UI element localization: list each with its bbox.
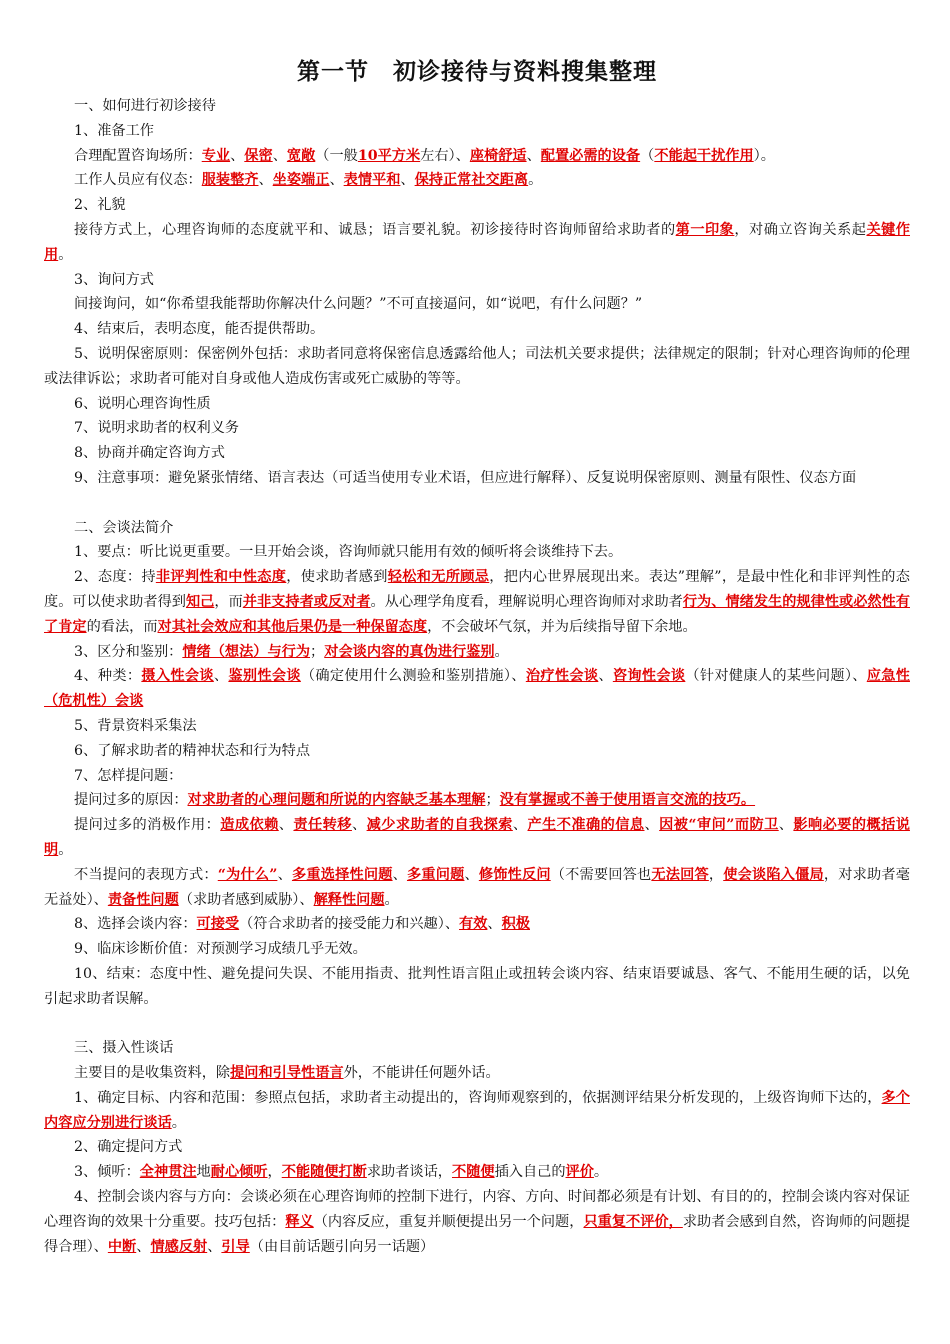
key-term: 不随便 xyxy=(452,1164,495,1181)
key-term: 座椅舒适 xyxy=(469,147,527,164)
text-run: 接待方式上，心理咨询师的态度就平和、诚恳；语言要礼貌。初诊接待时咨询师留给求助者的 xyxy=(74,221,676,238)
key-term: 无法回答 xyxy=(651,866,709,883)
text-run: ， xyxy=(708,866,724,883)
text-run: 间接询问，如“你希望我能帮助你解决什么问题？”不可直接逼问，如“说吧，有什么问题？” xyxy=(74,296,643,313)
text-run: 、 xyxy=(598,668,613,685)
text-run: 、 xyxy=(526,147,541,164)
key-term: 释义 xyxy=(285,1213,314,1230)
text-run: 5、说明保密原则：保密例外包括：求助者同意将保密信息透露给他人；司法机关要求提供；法律规定的限制；针对心理咨询师的伦理或法律诉讼；求助者可能对自身或他人造成伤害或死亡威胁的等等。 xyxy=(44,345,910,387)
text-run: 5、背景资料采集法 xyxy=(74,717,197,734)
text-run: 1、确定目标、内容和范围：参照点包括，求助者主动提出的，咨询师观察到的，依据测评结果分析发现的，上级咨询师下达的， xyxy=(74,1089,882,1106)
key-term: 有效 xyxy=(459,916,488,933)
key-term: 没有掌握或不善于使用语言交流的技巧。 xyxy=(499,792,756,809)
paragraph xyxy=(44,1135,910,1160)
key-term: 多个内容应分别进行谈话 xyxy=(44,1089,910,1131)
text-run: 插入自己的 xyxy=(494,1164,566,1181)
paragraph xyxy=(44,218,910,268)
paragraph xyxy=(44,292,910,317)
key-term: 全神贯注 xyxy=(139,1164,197,1181)
paragraph xyxy=(44,441,910,466)
text-run: ，对确立咨询关系起 xyxy=(734,221,867,238)
text-run: 2、态度：持 xyxy=(74,569,156,586)
key-term: 多重问题 xyxy=(406,866,465,883)
text-run: （由目前话题引向另一话题） xyxy=(249,1238,435,1255)
text-run: 求助者会感到自然，咨询师的问题提得合理）、 xyxy=(44,1213,910,1255)
key-term: 对其社会效应和其他后果仍是一种保留态度 xyxy=(157,618,428,635)
text-run: ， xyxy=(267,1164,282,1181)
key-term: 引导 xyxy=(221,1238,250,1255)
key-term: 评价 xyxy=(565,1164,594,1181)
key-term: 不能随便打断 xyxy=(281,1164,367,1181)
text-run: 1、准备工作 xyxy=(74,122,154,139)
text-run: 。 xyxy=(58,246,73,263)
key-term: 坐姿端正 xyxy=(272,172,330,189)
text-run: 二、会谈法简介 xyxy=(74,519,174,536)
key-term: 中断 xyxy=(107,1238,137,1255)
paragraph xyxy=(44,813,910,863)
text-run: 一、如何进行初诊接待 xyxy=(74,98,216,114)
key-term: 对会谈内容的真伪进行鉴别 xyxy=(324,643,495,660)
text-run: （求助者感到威胁）、 xyxy=(178,891,314,908)
paragraph xyxy=(44,466,910,491)
key-term: 治疗性会谈 xyxy=(525,668,599,685)
key-term: 使会谈陷入僵局 xyxy=(723,866,824,883)
paragraph xyxy=(44,714,910,739)
paragraph xyxy=(44,516,910,541)
text-run: 。 xyxy=(494,643,509,660)
key-term: 咨询性会谈 xyxy=(612,668,686,685)
key-term: 鉴别性会谈 xyxy=(228,668,301,685)
text-run: 4、控制会谈内容与方向：会谈必须在心理咨询师的控制下进行，内容、方向、时间都必须是有计划、有目的的，控制会谈内容对保证心理咨询的效果十分重要。技巧包括： xyxy=(44,1189,910,1230)
paragraph xyxy=(44,342,910,392)
text-run: 、 xyxy=(644,817,660,834)
key-term: 配置必需的设备 xyxy=(540,147,641,164)
key-term: 可接受 xyxy=(196,916,240,933)
key-term: 只重复不评价， xyxy=(583,1213,683,1230)
text-run: 、 xyxy=(207,1238,222,1255)
paragraph xyxy=(44,1061,910,1086)
text-run: 外，不能讲任何题外话。 xyxy=(343,1065,500,1082)
paragraph xyxy=(44,268,910,293)
paragraph xyxy=(44,119,910,144)
key-term: 耐心倾听 xyxy=(210,1164,268,1181)
paragraph xyxy=(44,540,910,565)
text-run: 。 xyxy=(58,841,73,858)
text-run: 。 xyxy=(528,172,543,189)
text-run: 1、要点：听比说更重要。一旦开始会谈，咨询师就只能用有效的倾听将会谈维持下去。 xyxy=(74,544,623,561)
text-run: （内容反应，重复并顺便提出另一个问题， xyxy=(313,1213,584,1230)
key-term: 因被“审问”而防卫 xyxy=(659,817,779,834)
text-run: 合理配置咨询场所： xyxy=(74,147,202,164)
key-term: 非评判性和中性态度 xyxy=(155,569,287,586)
key-term: 专业 xyxy=(201,147,231,164)
text-run: 4、结束后，表明态度，能否提供帮助。 xyxy=(74,321,325,338)
paragraph xyxy=(44,1086,910,1136)
paragraph xyxy=(44,317,910,342)
text-run: 。 xyxy=(171,1114,186,1131)
text-run: 、 xyxy=(278,817,294,834)
text-run: 主要目的是收集资料，除 xyxy=(74,1065,231,1082)
key-term: 轻松和无所顾忌 xyxy=(387,569,490,586)
document-body xyxy=(44,94,910,1259)
text-run: （针对健康人的某些问题）、 xyxy=(685,668,867,685)
text-run: 、 xyxy=(778,817,794,834)
text-run: （ xyxy=(640,147,655,164)
key-term: 修饰性反问 xyxy=(478,866,551,883)
text-run: 左右）、 xyxy=(420,147,470,164)
paragraph xyxy=(44,1036,910,1061)
text-run: ，对求助者毫无益处）、 xyxy=(44,866,910,908)
key-term: 积极 xyxy=(501,916,530,933)
text-run: ）。 xyxy=(753,147,775,164)
key-term: 第一印象 xyxy=(675,221,735,238)
key-term: 表情平和 xyxy=(343,172,401,189)
paragraph xyxy=(44,664,910,714)
text-run: 提问过多的原因： xyxy=(74,792,188,809)
text-run: 3、倾听： xyxy=(74,1164,140,1181)
text-run: 、 xyxy=(136,1238,151,1255)
text-run: 、 xyxy=(329,172,344,189)
text-run: 、 xyxy=(272,147,287,164)
key-term: 并非支持者或反对者 xyxy=(242,593,371,610)
key-term: 情绪（想法）与行为 xyxy=(182,643,311,660)
paragraph xyxy=(44,788,910,813)
key-term: 关键作用 xyxy=(44,221,910,263)
key-term: 情感反射 xyxy=(150,1238,208,1255)
text-run: （不需要回答也 xyxy=(550,866,652,883)
text-run: 、 xyxy=(230,147,245,164)
text-run: 9、临床诊断价值：对预测学习成绩几乎无效。 xyxy=(74,941,367,958)
text-run: ，而 xyxy=(214,593,243,610)
text-run: 8、选择会谈内容： xyxy=(74,916,197,933)
text-run: 、 xyxy=(392,866,407,883)
text-run: 2、礼貌 xyxy=(74,197,126,214)
text-run: 4、种类： xyxy=(74,668,142,685)
text-run: ，把内心世界展现出来。表达”理解”，是最中性化和非评判性的态度。可以使求助者得到 xyxy=(44,569,910,610)
text-run: 、 xyxy=(213,668,229,685)
text-run: 工作人员应有仪态： xyxy=(74,172,202,189)
paragraph xyxy=(44,1160,910,1185)
key-term: 宽敞 xyxy=(286,147,316,164)
paragraph xyxy=(44,144,910,169)
key-term: 保持正常社交距离 xyxy=(414,172,529,189)
text-run: 。 xyxy=(384,891,399,908)
paragraph xyxy=(44,937,910,962)
text-run: ，使求助者感到 xyxy=(286,569,388,586)
key-term: 保密 xyxy=(244,147,273,164)
document-page xyxy=(44,0,910,1259)
text-run: 地 xyxy=(196,1164,211,1181)
text-run: ； xyxy=(485,792,500,809)
key-term: 责任转移 xyxy=(293,817,352,834)
text-run: ，不会破坏气氛，并为后续指导留下余地。 xyxy=(427,618,697,635)
key-term: 多重选择性问题 xyxy=(291,866,393,883)
paragraph xyxy=(44,392,910,417)
paragraph xyxy=(44,1185,910,1259)
paragraph xyxy=(44,863,910,913)
text-run: 、 xyxy=(512,817,528,834)
key-term: 应急性（危机性）会谈 xyxy=(44,668,910,710)
key-term: 影响必要的概括说明 xyxy=(44,817,910,858)
key-term: 对求助者的心理问题和所说的内容缺乏基本理解 xyxy=(187,792,486,809)
text-run: （符合求助者的接受能力和兴趣）、 xyxy=(239,916,460,933)
paragraph xyxy=(44,912,910,937)
key-term: 减少求助者的自我探索 xyxy=(366,817,513,834)
text-run: 7、说明求助者的权利义务 xyxy=(74,420,240,437)
text-run: 。从心理学角度看，理解说明心理咨询师对求助者 xyxy=(370,593,683,610)
text-run: 3、询问方式 xyxy=(74,271,154,288)
paragraph xyxy=(44,193,910,218)
key-term: 行为、情绪发生的规律性或必然性有了肯定 xyxy=(44,593,910,635)
text-run: 不当提问的表现方式： xyxy=(74,866,218,883)
paragraph xyxy=(44,168,910,193)
key-term: 产生不准确的信息 xyxy=(527,817,645,834)
text-run: 。 xyxy=(593,1164,609,1181)
text-run: 、 xyxy=(258,172,273,189)
text-run: 8、协商并确定咨询方式 xyxy=(74,445,225,462)
text-run: 2、确定提问方式 xyxy=(74,1139,183,1156)
text-run: （确定使用什么测验和鉴别措施）、 xyxy=(300,668,526,685)
text-run: 、 xyxy=(487,916,502,933)
text-run: 、 xyxy=(277,866,292,883)
key-term: 解释性问题 xyxy=(313,891,385,908)
text-run: 提问过多的消极作用： xyxy=(74,817,221,834)
blank-line xyxy=(44,491,910,516)
text-run: 6、了解求助者的精神状态和行为特点 xyxy=(74,742,311,759)
key-term: “为什么” xyxy=(217,866,278,883)
paragraph xyxy=(44,565,910,639)
text-run: 10、结束：态度中性、避免提问失误、不能用指责、批判性语言阻止或扭转会谈内容、结束语要诚恳、客气、不能用生硬的话，以免引起求助者误解。 xyxy=(44,965,910,1007)
paragraph xyxy=(44,739,910,764)
key-term: 10平方米 xyxy=(357,147,421,164)
section-title: 第一节 初诊接待与资料搜集整理 xyxy=(297,58,657,85)
key-term: 责备性问题 xyxy=(107,891,179,908)
paragraph xyxy=(44,962,910,1012)
key-term: 摄入性会谈 xyxy=(141,668,214,685)
paragraph xyxy=(44,640,910,665)
text-run: 3、区分和鉴别： xyxy=(74,643,183,660)
text-run: 、 xyxy=(400,172,415,189)
key-term: 知己 xyxy=(185,593,215,610)
text-run: 7、怎样提问题： xyxy=(74,767,183,784)
text-run: （一般 xyxy=(315,147,358,164)
text-run: 、 xyxy=(464,866,479,883)
key-term: 造成依赖 xyxy=(220,817,279,834)
blank-line xyxy=(44,1011,910,1036)
key-term: 提问和引导性语言 xyxy=(230,1065,344,1082)
text-run: 9、注意事项：避免紧张情绪、语言表达（可适当使用专业术语，但应进行解释）、反复说明保密原则、测量有限性、仪态方面 xyxy=(74,469,857,486)
text-run: 求助者谈话， xyxy=(366,1164,452,1181)
paragraph xyxy=(44,416,910,441)
text-run: ； xyxy=(310,643,325,660)
text-run: 、 xyxy=(351,817,367,834)
text-run: 6、说明心理咨询性质 xyxy=(74,395,211,412)
key-term: 不能起干扰作用 xyxy=(654,147,754,164)
paragraph xyxy=(44,94,910,119)
text-run: 的看法，而 xyxy=(86,618,158,635)
key-term: 服装整齐 xyxy=(201,172,259,189)
paragraph xyxy=(44,764,910,789)
text-run: 三、摄入性谈话 xyxy=(74,1040,174,1057)
